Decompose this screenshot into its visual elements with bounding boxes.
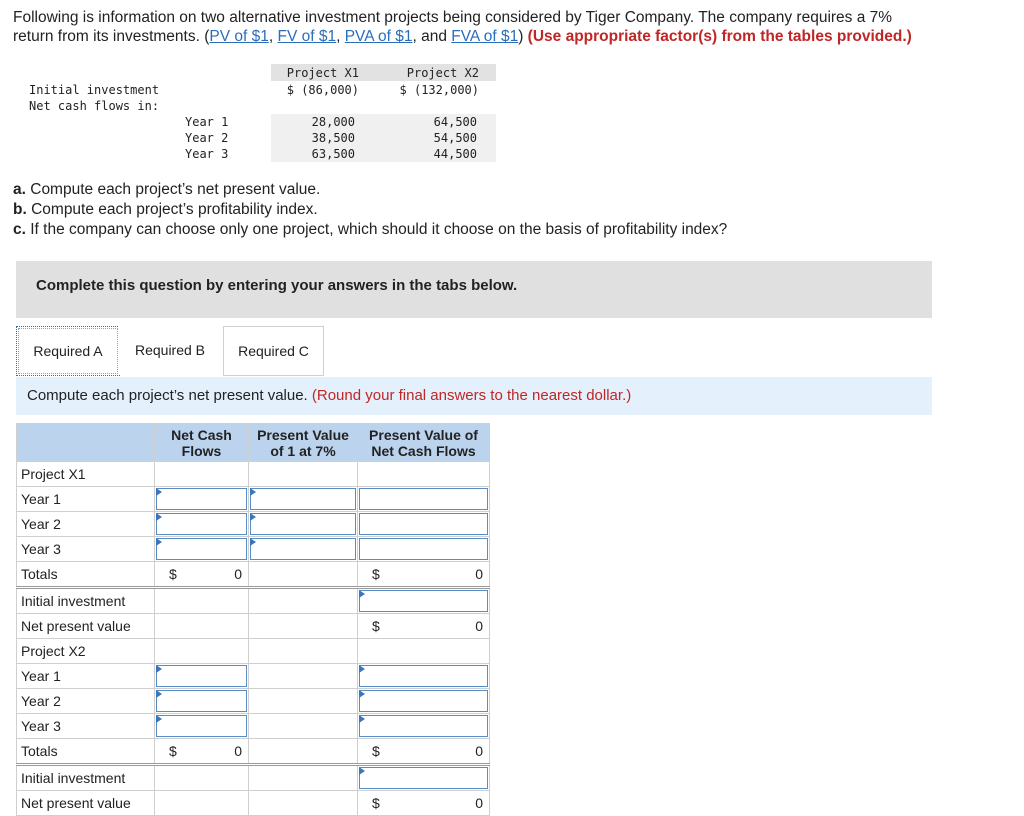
row-label-x1-year-3: Year 3 bbox=[17, 537, 155, 562]
requirement-c: c. If the company can choose only one project, which should it choose on the basis of profitability index? bbox=[13, 221, 728, 238]
x1-total-ncf: $ 0 bbox=[155, 562, 249, 588]
given-ncf-label: Net cash flows in: bbox=[29, 99, 160, 113]
requirement-b: b. Compute each project’s profitability index. bbox=[13, 201, 318, 218]
tab-required-b[interactable]: Required B bbox=[119, 326, 221, 374]
table-row bbox=[17, 614, 490, 639]
given-year-3: Year 3 bbox=[185, 147, 229, 161]
x1-y3-pv-factor-input[interactable] bbox=[249, 537, 358, 562]
given-initial-x2: $ (132,000) bbox=[399, 83, 479, 97]
x2-net-present-value: $ 0 bbox=[358, 791, 490, 816]
row-label-x1-year-1: Year 1 bbox=[17, 487, 155, 512]
x1-net-present-value: $ 0 bbox=[358, 614, 490, 639]
intro-line-2: return from its investments. (PV of $1, FV of $1, PVA of $1, and FVA of $1) (Use appropriate factor(s) from the tables provided.) bbox=[13, 28, 912, 45]
x1-y1-pv-input[interactable] bbox=[358, 487, 490, 512]
x1-y2-pv-input[interactable] bbox=[358, 512, 490, 537]
given-year-2: Year 2 bbox=[185, 131, 229, 145]
given-x1-y3: 63,500 bbox=[311, 147, 355, 161]
x1-y2-pv-factor-input[interactable] bbox=[249, 512, 358, 537]
requirement-a: a. Compute each project’s net present value. bbox=[13, 181, 321, 198]
npv-worksheet bbox=[16, 423, 490, 816]
x1-y1-pv-factor-input[interactable] bbox=[249, 487, 358, 512]
x2-y2-ncf-input[interactable] bbox=[155, 689, 249, 714]
row-label-x1-totals: Totals bbox=[17, 562, 155, 588]
given-col-x1: Project X1 bbox=[286, 66, 359, 80]
given-col-x2: Project X2 bbox=[406, 66, 479, 80]
row-label-x2-year-2: Year 2 bbox=[17, 689, 155, 714]
tab-required-a[interactable]: Required A bbox=[16, 326, 120, 376]
row-label-x2-year-1: Year 1 bbox=[17, 664, 155, 689]
x1-y2-ncf-input[interactable] bbox=[155, 512, 249, 537]
row-label-x2-totals: Totals bbox=[17, 739, 155, 765]
given-initial-label: Initial investment bbox=[29, 83, 160, 97]
row-label-x2-npv: Net present value bbox=[17, 791, 155, 816]
row-label-x2-initial: Initial investment bbox=[17, 765, 155, 791]
given-x2-y2: 54,500 bbox=[433, 131, 477, 145]
x2-total-ncf: $ 0 bbox=[155, 739, 249, 765]
row-label-project-x2: Project X2 bbox=[17, 639, 155, 664]
pv-of-1-link[interactable]: PV of $1 bbox=[209, 28, 269, 45]
table-row bbox=[17, 689, 490, 714]
problem-intro bbox=[13, 8, 1021, 46]
pva-of-1-link[interactable]: PVA of $1 bbox=[344, 28, 413, 45]
fva-of-1-link[interactable]: FVA of $1 bbox=[451, 28, 519, 45]
table-row bbox=[17, 739, 490, 765]
given-x1-y1: 28,000 bbox=[311, 115, 355, 129]
header-pv-factor: Present Value of 1 at 7% bbox=[249, 424, 358, 462]
header-net-cash-flows: Net Cash Flows bbox=[155, 424, 249, 462]
x2-initial-investment-input[interactable] bbox=[358, 765, 490, 791]
x1-y3-pv-input[interactable] bbox=[358, 537, 490, 562]
x1-y1-ncf-input[interactable] bbox=[155, 487, 249, 512]
table-row bbox=[17, 664, 490, 689]
x2-y1-ncf-input[interactable] bbox=[155, 664, 249, 689]
table-row bbox=[17, 791, 490, 816]
row-label-x1-year-2: Year 2 bbox=[17, 512, 155, 537]
table-row bbox=[17, 639, 490, 664]
tab-required-c[interactable]: Required C bbox=[223, 326, 324, 376]
given-x1-y2: 38,500 bbox=[311, 131, 355, 145]
fv-of-1-link[interactable]: FV of $1 bbox=[277, 28, 337, 45]
given-x2-y1: 64,500 bbox=[433, 115, 477, 129]
row-label-x1-initial: Initial investment bbox=[17, 588, 155, 614]
x1-y3-ncf-input[interactable] bbox=[155, 537, 249, 562]
x1-initial-investment-input[interactable] bbox=[358, 588, 490, 614]
intro-line-1: Following is information on two alternative investment projects being considered by Tiger Company. The company requires a 7% bbox=[13, 9, 893, 26]
given-initial-x1: $ (86,000) bbox=[286, 83, 359, 97]
table-row bbox=[17, 588, 490, 614]
tab-instruction bbox=[16, 377, 932, 415]
table-row bbox=[17, 512, 490, 537]
x2-y3-pv-input[interactable] bbox=[358, 714, 490, 739]
table-row bbox=[17, 765, 490, 791]
x2-total-pv: $ 0 bbox=[358, 739, 490, 765]
instruction-text: Compute each project’s net present value. bbox=[27, 387, 312, 404]
table-row bbox=[17, 562, 490, 588]
requirements-list bbox=[13, 180, 727, 240]
row-label-x2-year-3: Year 3 bbox=[17, 714, 155, 739]
table-row bbox=[17, 487, 490, 512]
given-year-1: Year 1 bbox=[185, 115, 229, 129]
table-row bbox=[17, 537, 490, 562]
worksheet-header-row bbox=[17, 424, 490, 462]
given-x2-y3: 44,500 bbox=[433, 147, 477, 161]
factor-hint: (Use appropriate factor(s) from the tables provided.) bbox=[527, 28, 912, 45]
instructions-banner bbox=[16, 261, 932, 318]
x1-total-pv: $ 0 bbox=[358, 562, 490, 588]
x2-y2-pv-input[interactable] bbox=[358, 689, 490, 714]
table-row bbox=[17, 714, 490, 739]
table-row bbox=[17, 462, 490, 487]
row-label-project-x1: Project X1 bbox=[17, 462, 155, 487]
rounding-note: (Round your final answers to the nearest dollar.) bbox=[311, 387, 632, 404]
x2-y1-pv-input[interactable] bbox=[358, 664, 490, 689]
header-pv-ncf: Present Value of Net Cash Flows bbox=[358, 424, 490, 462]
row-label-x1-npv: Net present value bbox=[17, 614, 155, 639]
header-corner bbox=[17, 424, 155, 462]
x2-y3-ncf-input[interactable] bbox=[155, 714, 249, 739]
banner-text: Complete this question by entering your answers in the tabs below. bbox=[36, 277, 518, 294]
